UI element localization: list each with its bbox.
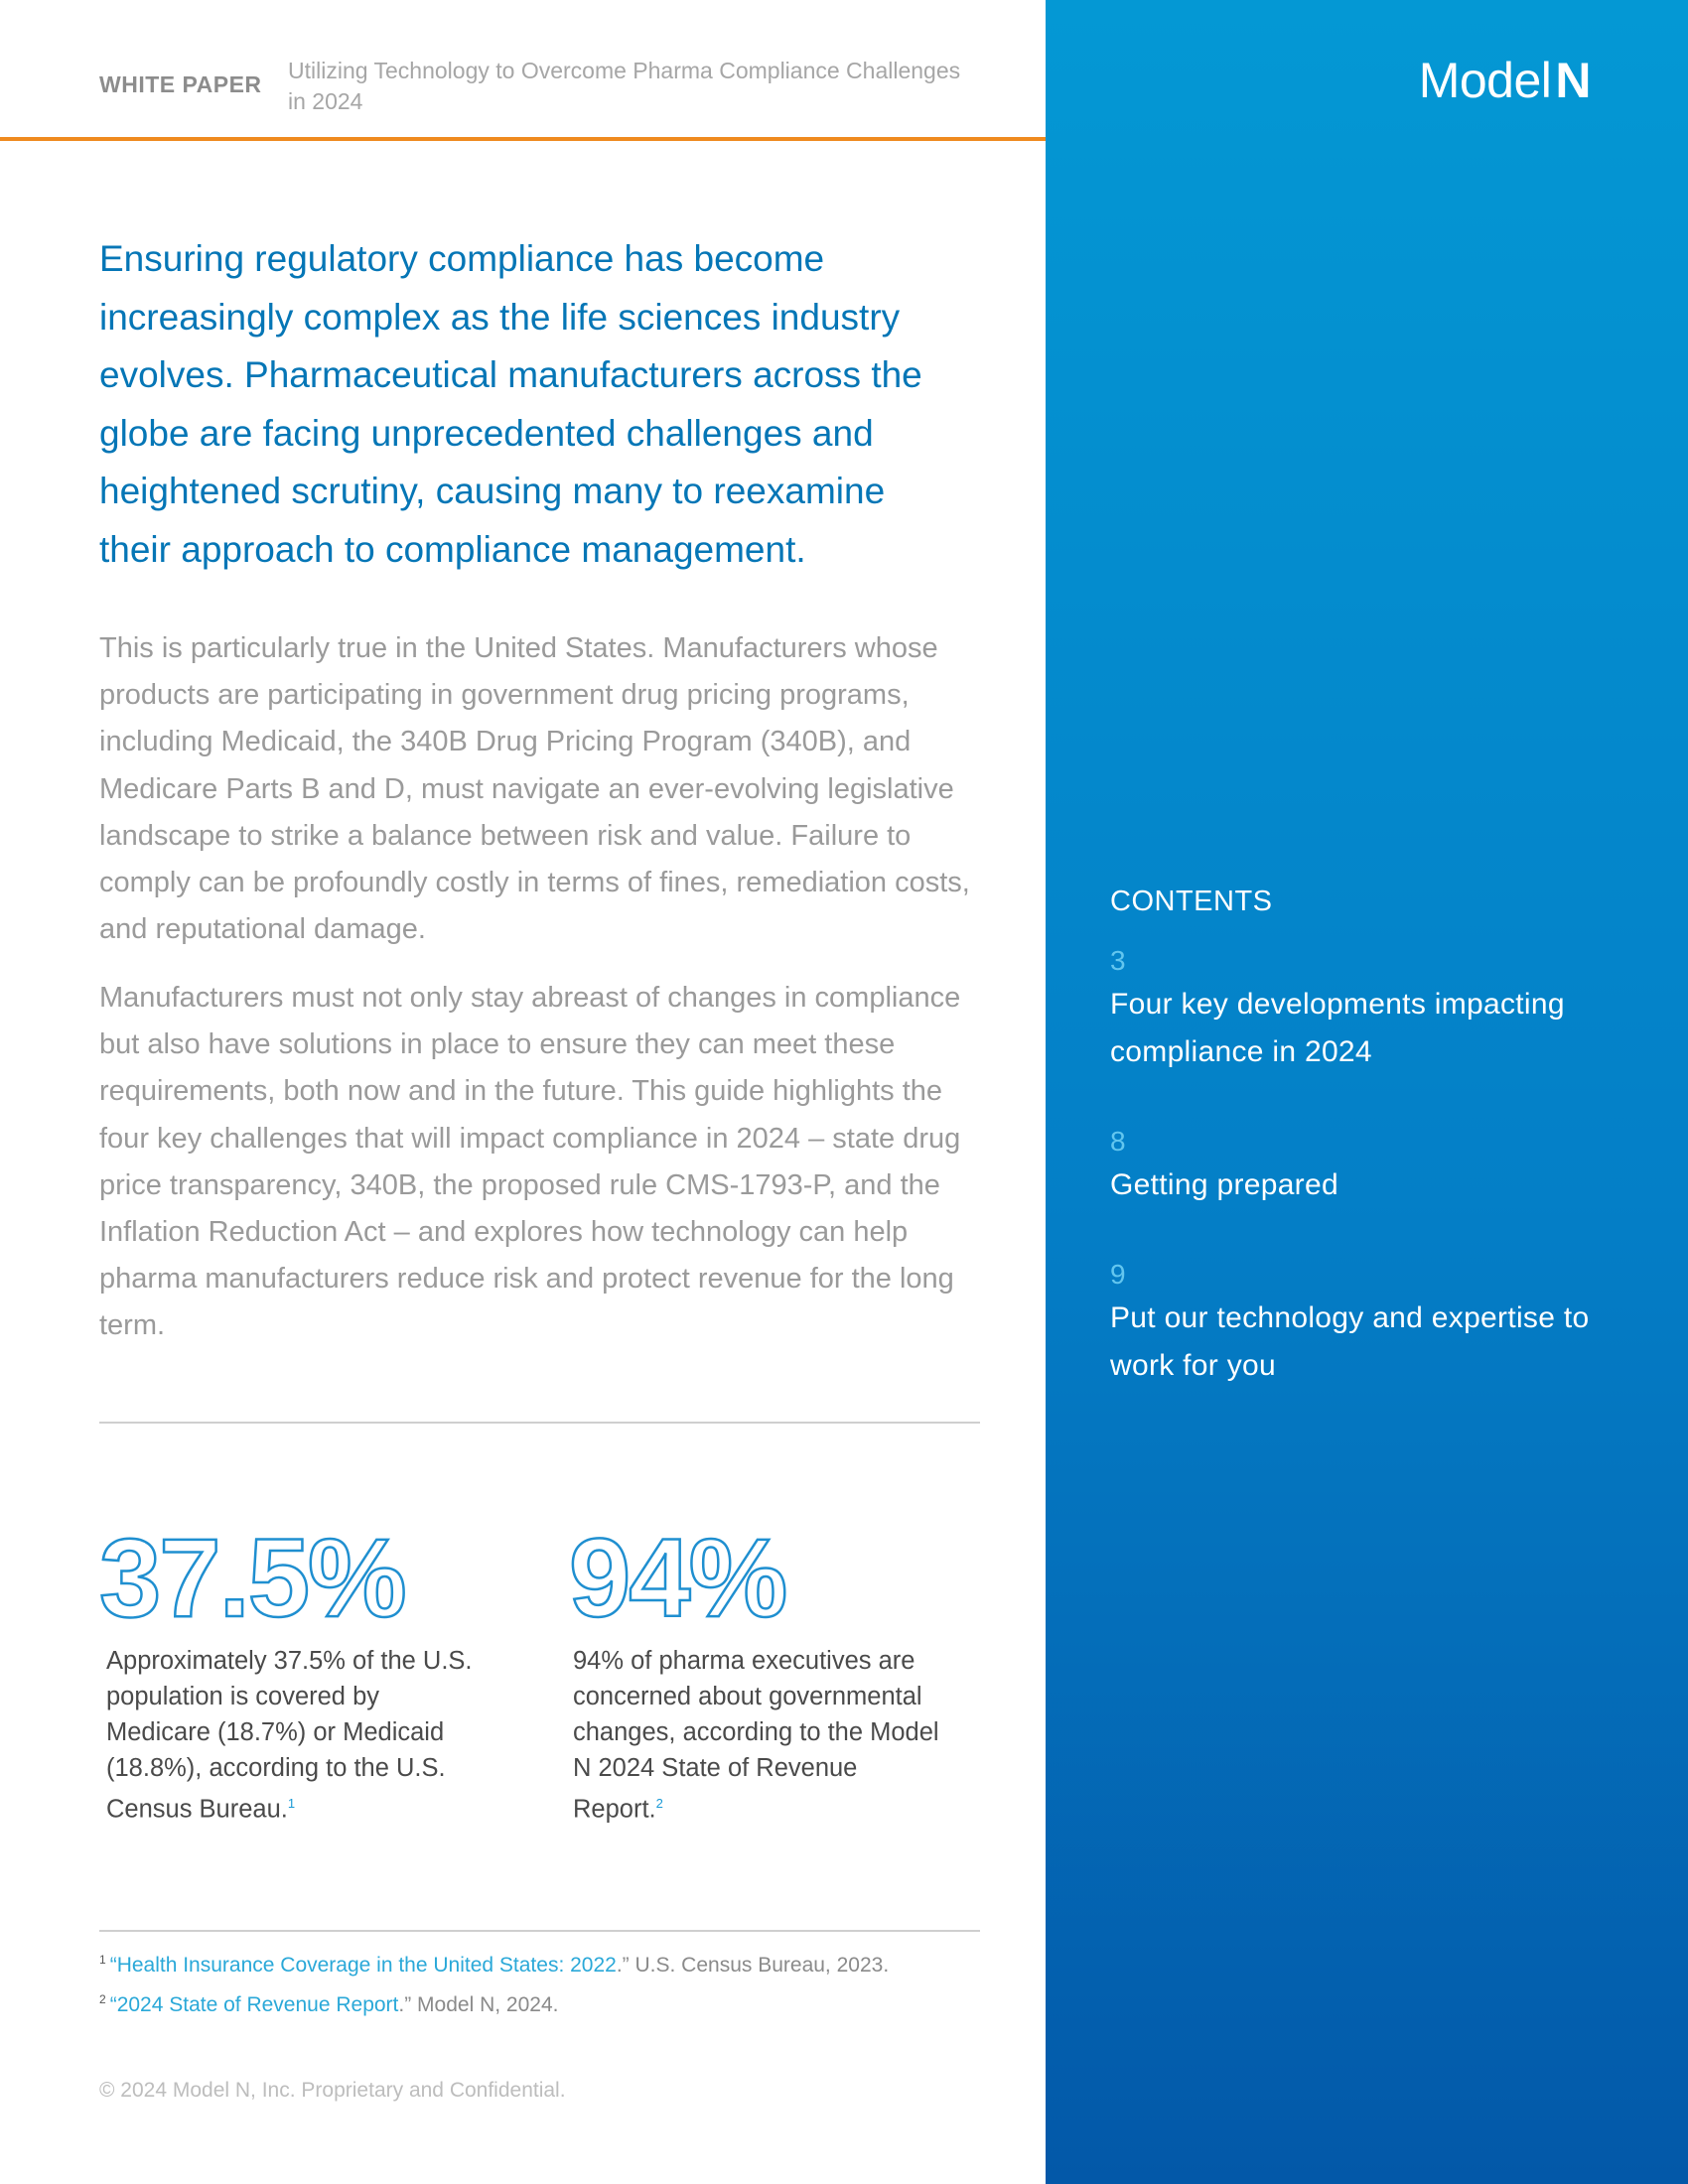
footnote-link[interactable]: Health Insurance Coverage in the United States: 2022 xyxy=(116,1954,617,1977)
section-divider xyxy=(99,1422,980,1424)
footnote-2 xyxy=(99,1984,993,2020)
body-paragraph: Manufacturers must not only stay abreast of changes in compliance but also have solutions in place to ensure they can meet these requirements, both now and in the future. This guide highlights the four key challenges that will impact compliance in 2024 – state drug price transparency, 340B, the proposed rule CMS-1793-P, and the Inflation Reduction Act – and explores how technology can help pharma manufacturers reduce risk and protect revenue for the long term. xyxy=(99,982,961,1342)
document-title: Utilizing Technology to Overcome Pharma Compliance Challenges in 2024 xyxy=(288,58,961,114)
document-type-label: WHITE PAPER xyxy=(99,71,262,97)
footnote-reference[interactable]: 2 xyxy=(655,1796,663,1811)
toc-page-number: 3 xyxy=(1110,945,1126,976)
footnote-source: .” Model N, 2024. xyxy=(398,1993,559,2016)
footnote-source: .” U.S. Census Bureau, 2023. xyxy=(616,1954,890,1977)
model-n-logo xyxy=(1419,52,1591,109)
footnote-open-quote: “ xyxy=(109,1993,117,2016)
stat-description-medicare xyxy=(106,1643,484,1828)
stat-description-text: Approximately 37.5% of the U.S. population is covered by Medicare (18.7%) or Medicaid (18.8%), according to the U.S. Census Bureau. xyxy=(106,1647,473,1824)
footnote-link[interactable]: 2024 State of Revenue Report xyxy=(116,1993,399,2016)
lede-paragraph: Ensuring regulatory compliance has become increasingly complex as the life sciences industry evolves. Pharmaceutical manufacturers across the globe are facing unprecedented challenges and heightened scrutiny, causing many to reexamine their approach to compliance management. xyxy=(99,238,922,570)
stat-value-executives: 94% xyxy=(569,1516,786,1640)
footnote-rule xyxy=(99,1930,980,1932)
footnote-reference[interactable]: 1 xyxy=(287,1796,296,1811)
contents-heading: CONTENTS xyxy=(1110,886,1273,917)
toc-page-number: 8 xyxy=(1110,1126,1126,1157)
toc-item-label[interactable]: Getting prepared xyxy=(1110,1168,1338,1201)
footnote-mark: 2 xyxy=(99,1992,106,2006)
copyright-notice: © 2024 Model N, Inc. Proprietary and Confidential. xyxy=(99,2079,566,2102)
body-paragraph: This is particularly true in the United States. Manufacturers whose products are participating in government drug pricing programs, including Medicaid, the 340B Drug Pricing Program (340B), and Medicare Parts B and D, must navigate an ever-evolving legislative landscape to strike a balance between risk and value. Failure to comply can be profoundly costly in terms of fines, remediation costs, and reputational damage. xyxy=(99,632,970,946)
contents-panel xyxy=(1046,0,1688,2184)
footnote-mark: 1 xyxy=(99,1953,106,1967)
toc-item-technology[interactable] xyxy=(1110,1255,1626,1390)
footnote-1 xyxy=(99,1945,993,1980)
stat-description-executives xyxy=(573,1643,950,1828)
header-rule xyxy=(0,137,1046,141)
toc-item-label[interactable]: Put our technology and expertise to work for you xyxy=(1110,1301,1590,1382)
logo-mark: N xyxy=(1555,53,1591,108)
logo-wordmark: Model xyxy=(1418,53,1552,108)
toc-item-getting-prepared[interactable] xyxy=(1110,1122,1626,1209)
footnote-open-quote: “ xyxy=(109,1954,117,1977)
toc-item-developments[interactable] xyxy=(1110,941,1626,1076)
toc-page-number: 9 xyxy=(1110,1259,1126,1290)
stat-value-medicare: 37.5% xyxy=(99,1516,405,1640)
stat-description-text: 94% of pharma executives are concerned about governmental changes, according to the Model N 2024 State of Revenue Report. xyxy=(573,1647,939,1824)
toc-item-label[interactable]: Four key developments impacting compliance in 2024 xyxy=(1110,988,1565,1068)
